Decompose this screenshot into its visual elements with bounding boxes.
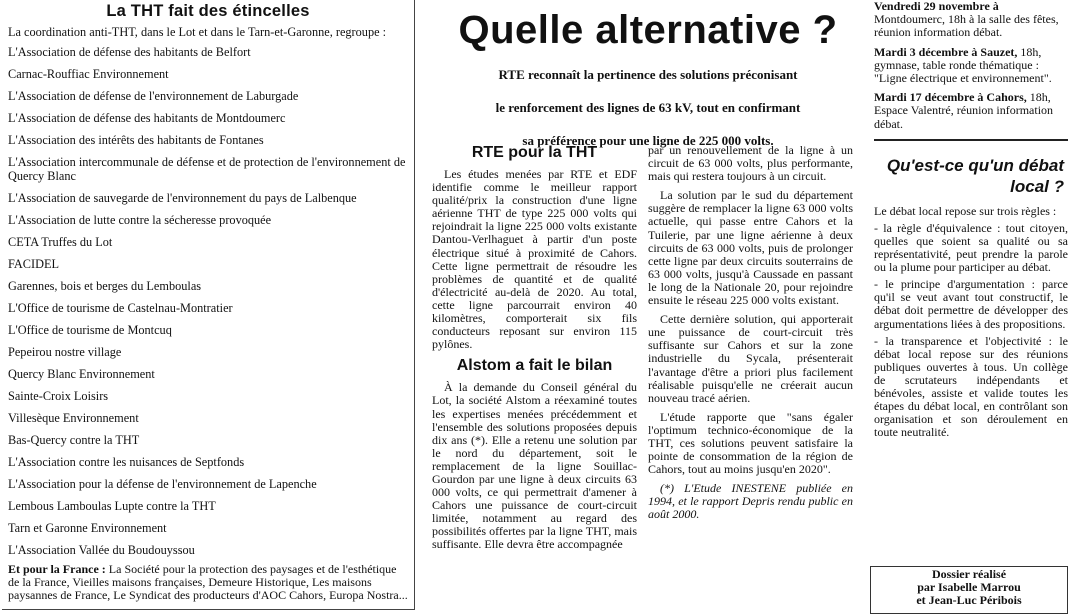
event-item bbox=[874, 46, 1068, 86]
list-item: Carnac-Rouffiac Environnement bbox=[8, 67, 169, 81]
right-sidebar bbox=[874, 0, 1068, 614]
section-divider bbox=[874, 139, 1068, 141]
paragraph: Le débat local repose sur trois règles : bbox=[874, 203, 1057, 218]
credit-line: Dossier réalisé bbox=[931, 567, 1007, 581]
deck-line: le renforcement des lignes de 63 kV, tout en confirmant bbox=[495, 100, 801, 115]
list-item: L'Association de défense de l'environnement de Laburgade bbox=[8, 89, 299, 103]
event-text: Montdoumerc, 18h à la salle des fêtes, réunion information débat. bbox=[874, 12, 1059, 40]
event-text: 18h, gymnase, table ronde thématique : "Ligne électrique et environnement". bbox=[874, 44, 1052, 86]
section-heading-rte: RTE pour la THT bbox=[471, 144, 598, 161]
main-article bbox=[432, 0, 864, 614]
list-item: L'Association de défense des habitants de Montdoumerc bbox=[8, 111, 286, 125]
list-item: L'Association de défense des habitants de Belfort bbox=[8, 45, 251, 59]
list-item: Villesèque Environnement bbox=[8, 411, 139, 425]
list-item: L'Association de lutte contre la sécheresse provoquée bbox=[8, 213, 272, 227]
footnote: (*) L'Etude INESTENE publiée en 1994, et le rapport Depris rendu public en août 2000. bbox=[648, 481, 853, 522]
list-item: Lembous Lamboulas Lupte contre la THT bbox=[8, 499, 216, 513]
left-sidebar-box bbox=[2, 0, 415, 610]
paragraph: Cette dernière solution, qui apporterait une puissance de court-circuit très suffisante sur Cahors et sur la zone industrielle du Sycala, présenterait l'avantage d'être a priori plus facilement réalisable puisqu'elle ne créerait aucun nouveau tracé aérien. bbox=[648, 312, 853, 405]
left-footer bbox=[8, 563, 408, 602]
section-heading-alstom: Alstom a fait le bilan bbox=[456, 357, 613, 375]
events-list bbox=[874, 0, 1068, 131]
list-item: Garennes, bois et berges du Lemboulas bbox=[8, 279, 202, 293]
deck-line: sa préférence pour une ligne de 225 000 volts. bbox=[522, 133, 774, 148]
article-column-2 bbox=[648, 144, 853, 533]
article-column-1 bbox=[432, 144, 637, 558]
paragraph: par un renouvellement de la ligne à un circuit de 63 000 volts, plus performante, mais qui restera toujours à un circuit. bbox=[648, 143, 853, 184]
event-item bbox=[874, 91, 1068, 131]
paragraph: Les études menées par RTE et EDF identifie comme le meilleur rapport qualité/prix la construction d'une ligne aérienne THT de type 225 000 volts qui rejoindrait la ligne 225 000 volts existante Dantou-Verlhaguet à partir d'un poste électrique situé à proximité de Cahors. Cette ligne permettrait de résoudre les problèmes de quantité et de qualité d'électricité au-delà de 2020. Au total, cette ligne parcourrait environ 40 kilomètres, comporterait six fils conducteurs reposant sur environ 115 pylônes. bbox=[432, 167, 637, 352]
list-item: L'Association intercommunale de défense et de protection de l'environnement de Quercy Blanc bbox=[8, 155, 406, 183]
paragraph: À la demande du Conseil général du Lot, la société Alstom a réexaminé toutes les expertises menées précédemment et l'ensemble des solutions proposées depuis dix ans (*). Elle a retenu une solution par le nord du département, soit le remplacement de la ligne Souillac-Gourdon par une ligne à deux circuits 63 000 volts, ce qui permettrait d'amener à Cahors une puissance de court-circuit limitée, notamment au regard des possibilités offertes par la ligne THT, mais suffisante. Elle devra être accompagnée bbox=[432, 380, 637, 552]
headline: Quelle alternative ? bbox=[458, 8, 838, 52]
left-intro: La coordination anti-THT, dans le Lot et dans le Tarn-et-Garonne, regroupe : bbox=[8, 25, 387, 39]
list-item: Bas-Quercy contre la THT bbox=[8, 433, 140, 447]
credit-line: par Isabelle Marrou bbox=[917, 580, 1021, 594]
list-item: L'Association Vallée du Boudouyssou bbox=[8, 543, 195, 557]
question-heading: Qu'est-ce qu'un débat local ? bbox=[886, 155, 1064, 196]
list-item: CETA Truffes du Lot bbox=[8, 235, 113, 249]
paragraph: L'étude rapporte que "sans égaler l'optimum technico-économique de la THT, ces solutions peuvent satisfaire la pointe de consommation de la région de Cahors, tout au moins jusqu'en 2020". bbox=[648, 409, 853, 477]
paragraph: - la règle d'équivalence : tout citoyen, quelles que soient sa qualité ou sa représentativité, peut prendre la parole ou la plume pour participer au débat. bbox=[874, 220, 1068, 275]
list-item: L'Office de tourisme de Montcuq bbox=[8, 323, 172, 337]
paragraph: La solution par le sud du département suggère de remplacer la ligne 63 000 volts actuelle, qui passe entre Cahors et la Tuilerie, par une ligne aérienne à deux circuits de 63 000 volts, puis de prolonger cette ligne par deux circuits souterrains de 63 000 volts, jusqu'à Caussade en passant le long de la Nationale 20, pour rejoindre ensuite le réseau 225 000 volts existant. bbox=[648, 188, 853, 308]
list-item: L'Association contre les nuisances de Septfonds bbox=[8, 455, 245, 469]
event-lead: Mardi 17 décembre à Cahors, bbox=[874, 90, 1027, 105]
paragraph: - le principe d'argumentation : parce qu'il se veut avant tout constructif, le débat doit permettre de développer des argumentations liées à des propositions. bbox=[874, 277, 1068, 331]
left-title: La THT fait des étincelles bbox=[106, 2, 310, 20]
list-item: Quercy Blanc Environnement bbox=[8, 367, 155, 381]
paragraph: - la transparence et l'objectivité : le débat local repose sur des réunions publiques ouvertes à tous. Un collège de scrutateurs indépendants et bénévoles, assiste et valide toutes les étapes du débat local, en contrôlant son organisation et son déroulement en toute neutralité. bbox=[874, 333, 1068, 440]
event-lead: Vendredi 29 novembre à bbox=[874, 0, 999, 13]
event-lead: Mardi 3 décembre à Sauzet, bbox=[874, 44, 1018, 59]
list-item: L'Association de sauvegarde de l'environnement du pays de Lalbenque bbox=[8, 191, 357, 205]
list-item: Tarn et Garonne Environnement bbox=[8, 521, 167, 535]
list-item: L'Office de tourisme de Castelnau-Montratier bbox=[8, 301, 233, 315]
list-item: L'Association des intérêts des habitants de Fontanes bbox=[8, 133, 264, 147]
list-item: FACIDEL bbox=[8, 257, 60, 271]
footer-text: La Société pour la protection des paysages et de l'esthétique de la France, Vieilles maisons françaises, Demeure Historique, Les maisons paysannes de France, Le Syndicat des producteurs d'AOC Cahors, Europa Nostra... bbox=[8, 562, 408, 602]
list-item: Pepeirou nostre village bbox=[8, 345, 122, 359]
credit-line: et Jean-Luc Péribois bbox=[916, 593, 1022, 607]
deck-line: RTE reconnaît la pertinence des solutions préconisant bbox=[498, 67, 798, 82]
author-credit-box bbox=[870, 566, 1068, 614]
association-list bbox=[8, 45, 408, 557]
event-item bbox=[874, 0, 1068, 40]
list-item: Sainte-Croix Loisirs bbox=[8, 389, 109, 403]
list-item: L'Association pour la défense de l'environnement de Lapenche bbox=[8, 477, 317, 491]
footer-lead: Et pour la France : bbox=[8, 562, 106, 576]
event-text: 18h, Espace Valentré, réunion information débat. bbox=[874, 90, 1054, 131]
